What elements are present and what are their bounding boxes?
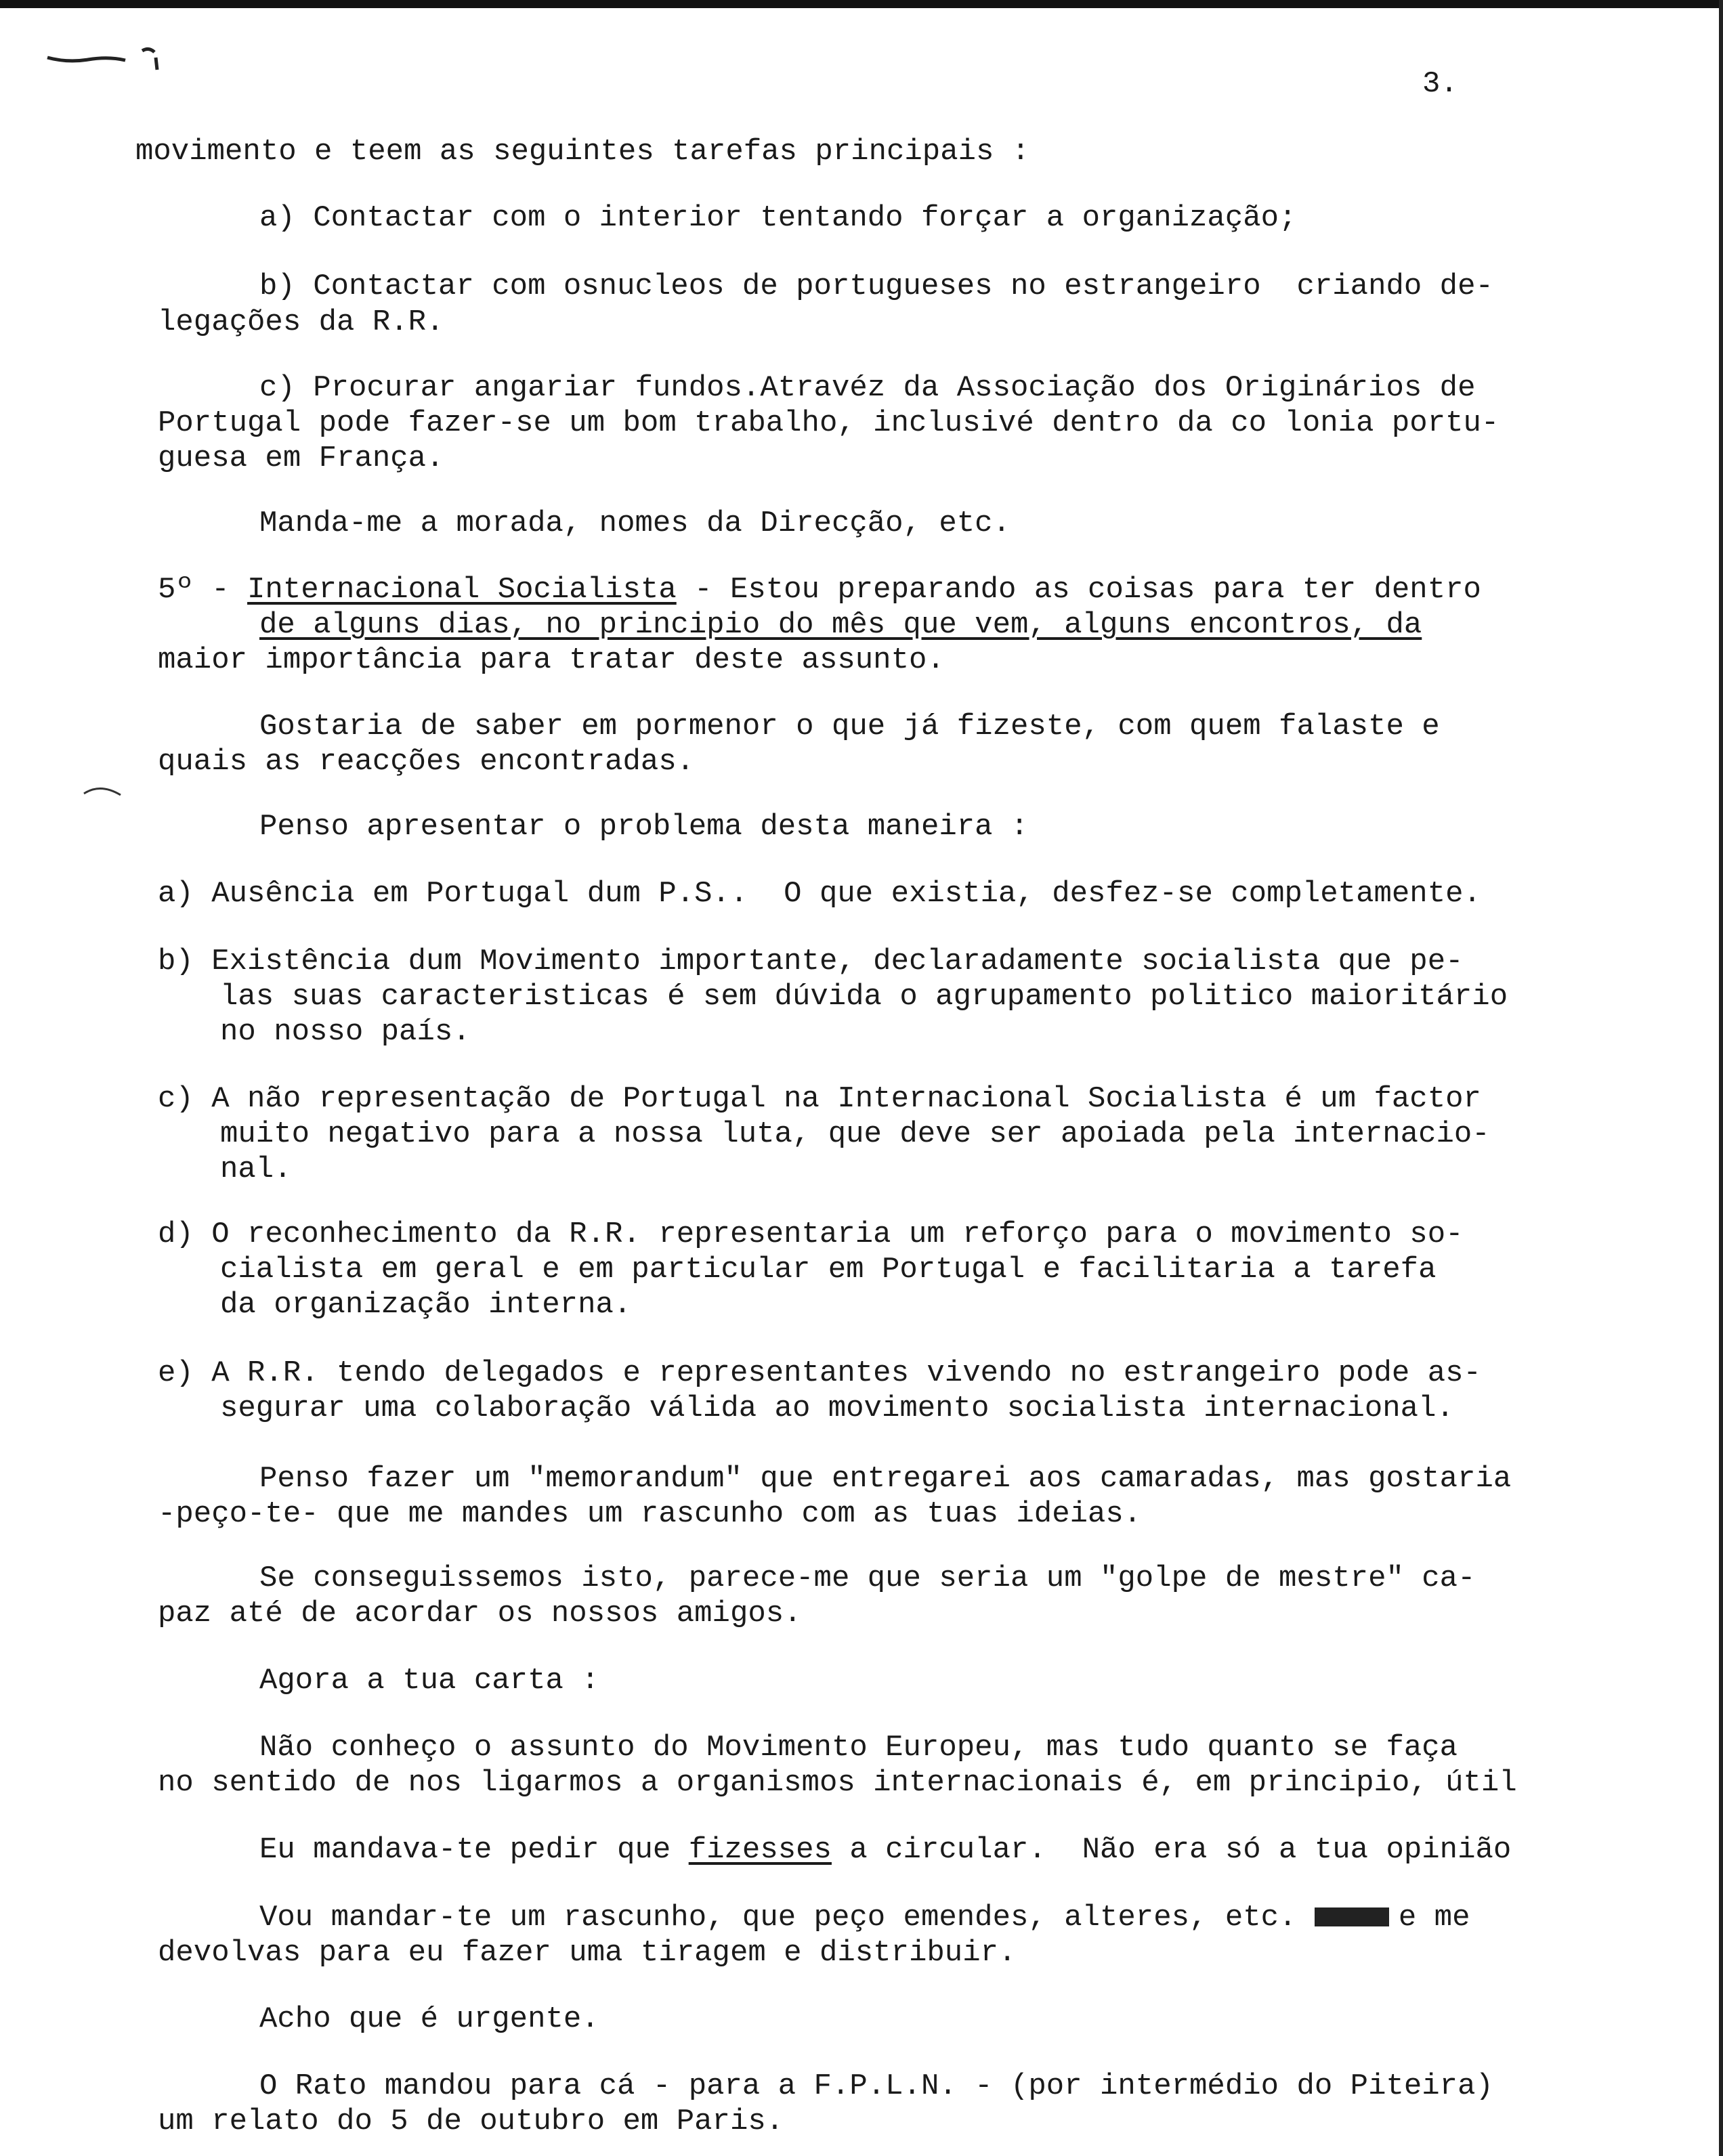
text-line: Penso apresentar o problema desta maneira :	[259, 810, 1029, 844]
text-line: nal.	[220, 1152, 292, 1186]
section-5-heading	[158, 572, 1481, 607]
text-line	[259, 1900, 1470, 1935]
text-fragment: a circular. Não era só a tua opinião	[831, 1833, 1512, 1867]
text-line: Penso fazer um "memorandum" que entregarei aos camaradas, mas gostaria	[259, 1462, 1512, 1496]
list-item-c: c) Procurar angariar fundos.Atravéz da Associação dos Originários de	[259, 371, 1476, 405]
section-number: 5º -	[158, 573, 248, 607]
underlined-word: fizesses	[688, 1833, 832, 1867]
pen-mark	[41, 37, 169, 78]
text-line: movimento e teem as seguintes tarefas principais :	[135, 135, 1030, 169]
text-line: no sentido de nos ligarmos a organismos internacionais é, em principio, útil	[158, 1766, 1517, 1800]
list-item-a: a) Contactar com o interior tentando forçar a organização;	[259, 201, 1297, 235]
scan-right-border	[1719, 0, 1723, 2156]
text-line: Portugal pode fazer-se um bom trabalho, inclusivé dentro da co lonia portu-	[158, 406, 1499, 440]
text-line: um relato do 5 de outubro em Paris.	[158, 2105, 784, 2138]
text-line: Agora a tua carta :	[259, 1664, 599, 1698]
text-line: devolvas para eu fazer uma tiragem e distribuir.	[158, 1936, 1017, 1970]
text-line	[259, 1832, 1511, 1868]
text-line: Não conheço o assunto do Movimento Europeu, mas tudo quanto se faça	[259, 1731, 1458, 1765]
text-line: cialista em geral e em particular em Portugal e facilitaria a tarefa	[220, 1253, 1437, 1287]
point-e: e) A R.R. tendo delegados e representantes vivendo no estrangeiro pode as-	[158, 1356, 1481, 1390]
margin-mark	[80, 779, 134, 806]
text-line: legações da R.R.	[158, 305, 444, 339]
list-item-b: b) Contactar com osnucleos de portugueses no estrangeiro criando de-	[259, 270, 1493, 303]
strikeout-mark	[1315, 1907, 1389, 1926]
text-fragment: Eu mandava-te pedir que	[259, 1833, 689, 1867]
point-d: d) O reconhecimento da R.R. representaria um reforço para o movimento so-	[158, 1217, 1464, 1251]
section-text: - Estou preparando as coisas para ter dentro	[676, 573, 1481, 607]
text-line: muito negativo para a nossa luta, que deve ser apoiada pela internacio-	[220, 1117, 1490, 1151]
text-line: Manda-me a morada, nomes da Direcção, etc.	[259, 506, 1011, 540]
text-line: maior importância para tratar deste assunto.	[158, 643, 945, 677]
text-line: Acho que é urgente.	[259, 2002, 599, 2036]
scan-top-border	[0, 0, 1723, 8]
text-line: da organização interna.	[220, 1288, 632, 1322]
text-line: guesa em França.	[158, 441, 444, 475]
text-line: -peço-te- que me mandes um rascunho com as tuas ideias.	[158, 1497, 1142, 1531]
section-title-underlined: Internacional Socialista	[247, 573, 677, 607]
text-line: quais as reacções encontradas.	[158, 745, 695, 779]
text-line: de alguns dias, no principio do mês que vem, alguns encontros, da	[259, 608, 1422, 642]
text-line: las suas caracteristicas é sem dúvida o agrupamento politico maioritário	[220, 980, 1508, 1014]
text-line: Se conseguissemos isto, parece-me que seria um "golpe de mestre" ca-	[259, 1561, 1476, 1595]
page-number: 3.	[1422, 67, 1458, 101]
text-fragment: Vou mandar-te um rascunho, que peço emendes, alteres, etc.	[259, 1901, 1315, 1935]
text-fragment: e me	[1398, 1901, 1470, 1935]
text-line: segurar uma colaboração válida ao movimento socialista internacional.	[220, 1392, 1454, 1425]
point-c: c) A não representação de Portugal na Internacional Socialista é um factor	[158, 1082, 1481, 1116]
point-b: b) Existência dum Movimento importante, declaradamente socialista que pe-	[158, 945, 1464, 978]
text-line: no nosso país.	[220, 1015, 471, 1049]
text-line: O Rato mandou para cá - para a F.P.L.N. - (por intermédio do Piteira)	[259, 2069, 1493, 2103]
text-line: paz até de acordar os nossos amigos.	[158, 1597, 802, 1631]
text-line: Gostaria de saber em pormenor o que já fizeste, com quem falaste e	[259, 710, 1440, 743]
point-a: a) Ausência em Portugal dum P.S.. O que existia, desfez-se completamente.	[158, 877, 1481, 911]
